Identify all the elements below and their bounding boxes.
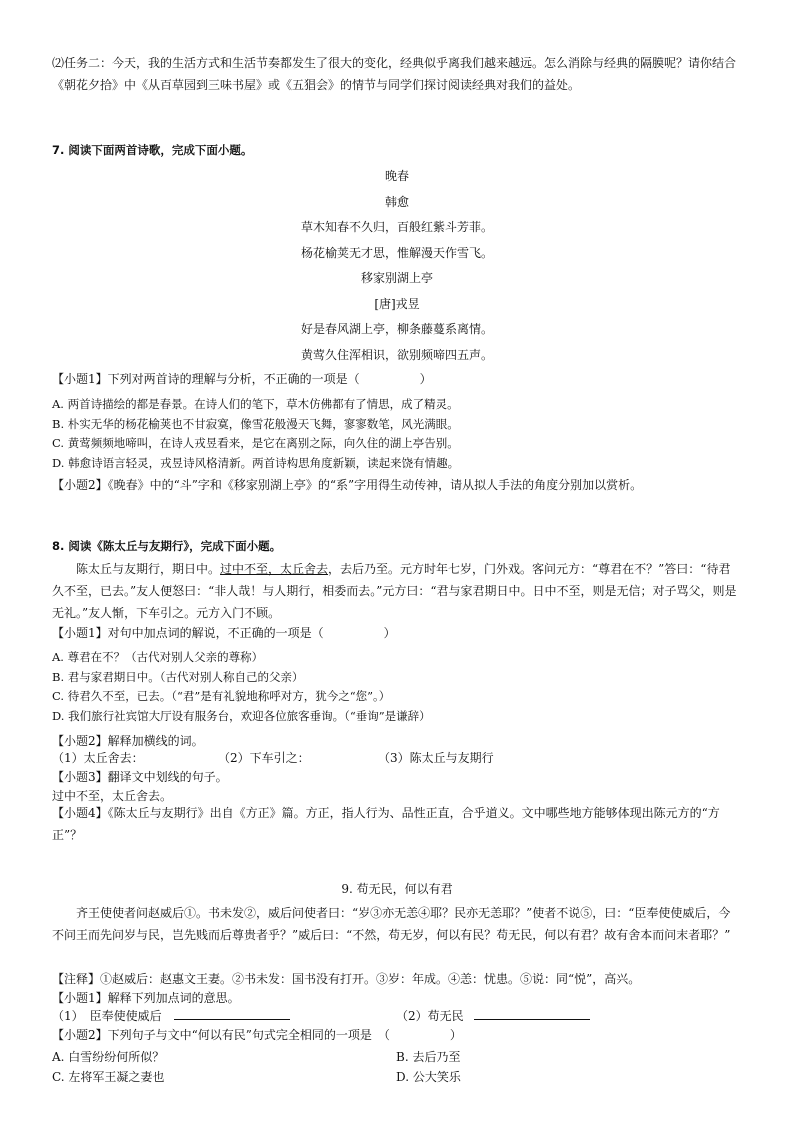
poem-2-line: 黄莺久住浑相识，欲别频啼四五声。 [300, 347, 493, 362]
q7-option-c: C. 黄莺频频地啼叫，在诗人戎昱看来，是它在离别之际，向久住的湖上亭告别。 [52, 436, 459, 450]
q8-options [52, 648, 742, 726]
q8-sub2-item: （1）太丘舍去： [52, 751, 144, 765]
q7-subquestion-1: 【小题1】下列对两首诗的理解与分析，不正确的一项是（ ） [52, 372, 432, 386]
q8-sub3-sentence: 过中不至，太丘舍去。 [52, 789, 173, 803]
poem-1-line: 草木知春不久归，百般红紫斗芳菲。 [300, 220, 493, 234]
q9-sub1-item: （2）苟无民 [396, 1007, 590, 1026]
q9-sub1-item: （1） 臣奉使使威后 [52, 1007, 290, 1026]
q9-subquestion-2: 【小题2】下列句子与文中“何以有民”句式完全相同的一项是 （ ） [52, 1028, 462, 1042]
q8-subquestion-4: 【小题4】《陈太丘与友期行》出自《方正》篇。方正，指人行为、品性正直，合乎道义。文中哪些地方能够体现出陈元方的“方正”？ [52, 806, 720, 842]
q9-passage: 齐王使使者问赵威后①。书未发②，威后问使者曰：“岁③亦无恙④耶？民亦无恙耶？”使者不说⑤，曰：“臣奉使使威后，今不问王而先问岁与民，岂先贱而后尊贵者乎？”威后曰：“不然，苟无岁，何以有民？苟无民，何以有君？故有舍本而问末者耶？” [52, 906, 731, 942]
q8-sub2-items [52, 749, 742, 769]
answer-blank[interactable] [474, 1007, 590, 1020]
q8-option-b: B. 君与家君期日中。（古代对别人称自己的父亲） [52, 669, 304, 684]
q8-option-c: C. 待君久不至，已去。（“君”是有礼貌地称呼对方，犹今之“您”。） [52, 689, 391, 703]
q8-sub2-item: （2）下车引之： [218, 751, 310, 765]
poem-block [52, 164, 742, 368]
q9-sub1-items [52, 1007, 742, 1027]
q7-subquestion-2: 【小题2】《晚春》中的“斗”字和《移家别湖上亭》的“系”字用得生动传神，请从拟人手法的角度分别加以赏析。 [52, 478, 643, 492]
q8-underlined-sentence: 过中不至，太丘舍去 [220, 562, 329, 576]
q9-option-d: D. 公大笑乐 [396, 1070, 461, 1084]
q8-option-a: A. 尊君在不？（古代对别人父亲的尊称） [52, 650, 264, 664]
task-two-prompt: ⑵任务二：今天，我的生活方式和生活节奏都发生了很大的变化，经典似乎离我们越来越远。怎么消除与经典的隔膜呢？请你结合《朝花夕拾》中《从百草园到三味书屋》或《五猖会》的情节与同学们探讨阅读经典对我们的益处。 [52, 56, 737, 92]
answer-blank[interactable] [174, 1007, 290, 1020]
q8-passage-start: 陈太丘与友期行，期日中。 [76, 562, 221, 576]
poem-2-line: 好是春风湖上亭，柳条藤蔓系离情。 [300, 322, 493, 336]
q8-passage [52, 558, 742, 624]
q8-subquestion-1: 【小题1】对句中加点词的解说，不正确的一项是（ ） [52, 626, 396, 640]
q9-options [52, 1048, 742, 1090]
question-9-title: 9. 苟无民，何以有君 [341, 882, 453, 896]
q8-sub2-item: （3）陈太丘与友期行 [378, 751, 494, 765]
poem-1-title: 晚春 [384, 169, 409, 183]
q9-option-c: C. 左将军王凝之妻也 [52, 1070, 165, 1084]
q9-option-b: B. 去后乃至 [396, 1050, 461, 1064]
q8-option-d: D. 我们旅行社宾馆大厅设有服务台，欢迎各位旅客垂询。（“垂询”是谦辞） [52, 708, 431, 723]
question-7-heading: 7. 阅读下面两首诗歌，完成下面小题。 [52, 143, 253, 157]
poem-1-author: 韩愈 [384, 194, 409, 209]
poem-1-line: 杨花榆荚无才思，惟解漫天作雪飞。 [300, 245, 493, 260]
q7-option-d: D. 韩愈诗语言轻灵，戎昱诗风格清新。两首诗构思角度新颖，读起来饶有情趣。 [52, 455, 460, 470]
poem-2-title: 移家别湖上亭 [360, 271, 433, 285]
q9-annotation: 【注释】①赵威后：赵惠文王妻。②书未发：国书没有打开。③岁：年成。④恙：忧患。⑤说：同“悦”，高兴。 [52, 972, 641, 986]
q8-passage-rest: ，去后乃至。元方时年七岁，门外戏。客问元方：“尊君在不？”答曰：“待君久不至，已去。”友人便怒曰：“非人哉！与人期行，相委而去。”元方曰：“君与家君期日中。日中不至，则是无信；对子骂父，则是无礼。”友人惭，下车引之。元方入门不顾。 [52, 562, 737, 620]
q8-subquestion-3: 【小题3】翻译文中划线的句子。 [52, 770, 228, 784]
q8-subquestion-2: 【小题2】解释加横线的词。 [52, 734, 204, 748]
q9-subquestion-1: 【小题1】解释下列加点词的意思。 [52, 991, 240, 1005]
q7-option-a: A. 两首诗描绘的都是春景。在诗人们的笔下，草木仿佛都有了情思，成了精灵。 [52, 397, 459, 411]
question-8-heading: 8. 阅读《陈太丘与友期行》，完成下面小题。 [52, 539, 282, 553]
poem-2-author: [唐]戎昱 [374, 296, 420, 311]
q7-option-b: B. 朴实无华的杨花榆荚也不甘寂寞，像雪花般漫天飞舞，寥寥数笔，风光满眼。 [52, 416, 459, 431]
q7-options [52, 395, 742, 473]
q9-option-a: A. 白雪纷纷何所似？ [52, 1050, 165, 1064]
